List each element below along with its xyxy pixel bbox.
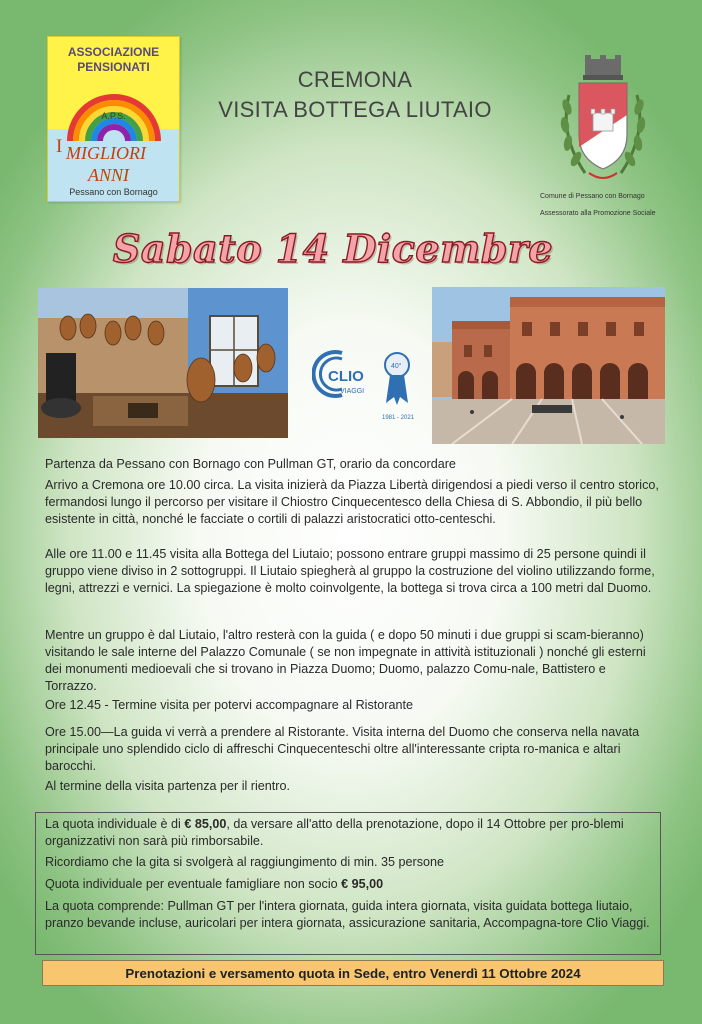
paragraph-workshop: Alle ore 11.00 e 11.45 visita alla Bottega del Liutaio; possono entrare gruppi massimo di 25 persone quindi il gruppo viene diviso in 2 sottogruppi. Il Liutaio spiegherà al gruppo la costruzione del violino utilizzando forme, legni, attrezzi e vernici. La spiegazione è molto coinvolgente, la bottega si trova circa a 100 metri dal Duomo.	[45, 547, 655, 595]
page-title-city: CREMONA	[297, 67, 413, 92]
logo-line1: ASSOCIAZIONE	[67, 45, 160, 59]
association-logo	[47, 36, 180, 202]
logo-aps: A.P.S.	[101, 111, 126, 121]
price-non-member: € 95,00	[341, 877, 384, 891]
price-post: , da versare all'atto della prenotazione, dopo il 14 Ottobre per pro-blemi organizzativi non sarà più rimborsabile.	[45, 817, 624, 848]
non-member-price-paragraph	[45, 876, 655, 893]
logo-location: Pessano con Bornago	[69, 187, 158, 197]
paragraph-departure: Partenza da Pessano con Bornago con Pullman GT, orario da concordare	[45, 457, 456, 471]
logo-migliori: MIGLIORI	[66, 143, 146, 163]
price-pre: La quota individuale è di	[45, 817, 185, 831]
booking-deadline-banner: Prenotazioni e versamento quota in Sede, entro Venerdì 11 Ottobre 2024	[42, 960, 664, 986]
logo-i: I	[56, 136, 63, 157]
clio-years: 1981 - 2021	[382, 415, 415, 421]
clio-viaggi-logo	[312, 343, 422, 423]
paragraph-afternoon: Ore 15.00—La guida vi verrà a prendere al Ristorante. Visita interna del Duomo che conserva nella navata principale uno splendido ciclo di affreschi Cinquecenteschi oltre all'interessante cripta ro-manica e altari barocchi.	[45, 725, 640, 773]
non-member-pre: Quota individuale per eventuale famigliare non socio	[45, 877, 342, 891]
municipal-crest-icon	[555, 55, 650, 190]
paragraph-lunch: Ore 12.45 - Termine visita per potervi accompagnare al Ristorante	[45, 698, 413, 712]
price-member: € 85,00	[184, 817, 227, 831]
paragraph-arrival: Arrivo a Cremona ore 10.00 circa. La visita inizierà da Piazza Libertà dirigendosi a piedi verso il centro storico, fermandosi lungo il percorso per visitare il Chiostro Cinquecentesco della Chiesa di S. Abbondio, il più bello esistente in città, nonché le facciate o cortili di palazzi aristocratici otto-centeschi.	[45, 478, 659, 526]
clio-badge: 40°	[391, 363, 402, 370]
page-title-event: VISITA BOTTEGA LIUTAIO	[218, 97, 492, 122]
clio-sub: VIAGGI	[340, 388, 365, 395]
violin-workshop-photo	[38, 288, 288, 438]
paragraph-guide: Mentre un gruppo è dal Liutaio, l'altro resterà con la guida ( e dopo 50 minuti i due gruppi si scam-bieranno) visitando le sale interne del Palazzo Comunale ( se non impegnate in attività istituzionali ) nonché gli esterni dei monumenti medioevali che si trovano in Piazza Duomo; Duomo, palazzo Comu-nale, Battistero e Torrazzo.	[45, 628, 646, 693]
price-paragraph	[45, 816, 655, 850]
event-date-title: Sabato 14 Dicembre	[112, 226, 554, 271]
minimum-participants: Ricordiamo che la gita si svolgerà al raggiungimento di min. 35 persone	[45, 855, 445, 869]
paragraph-return: Al termine della visita partenza per il rientro.	[45, 779, 290, 793]
logo-line2: PENSIONATI	[77, 60, 150, 74]
clio-name: CLIO	[328, 368, 364, 385]
crest-department: Assessorato alla Promozione Sociale	[540, 210, 656, 217]
crest-municipality: Comune di Pessano con Bornago	[540, 193, 645, 200]
logo-anni: ANNI	[88, 165, 130, 185]
price-includes: La quota comprende: Pullman GT per l'intera giornata, guida intera giornata, visita guidata bottega liutaio, pranzo bevande incluse, auricolari per intera giornata, assicurazione sanitaria, Accompagna-tore Clio Viaggi.	[45, 899, 650, 930]
cremona-square-photo	[432, 287, 665, 444]
